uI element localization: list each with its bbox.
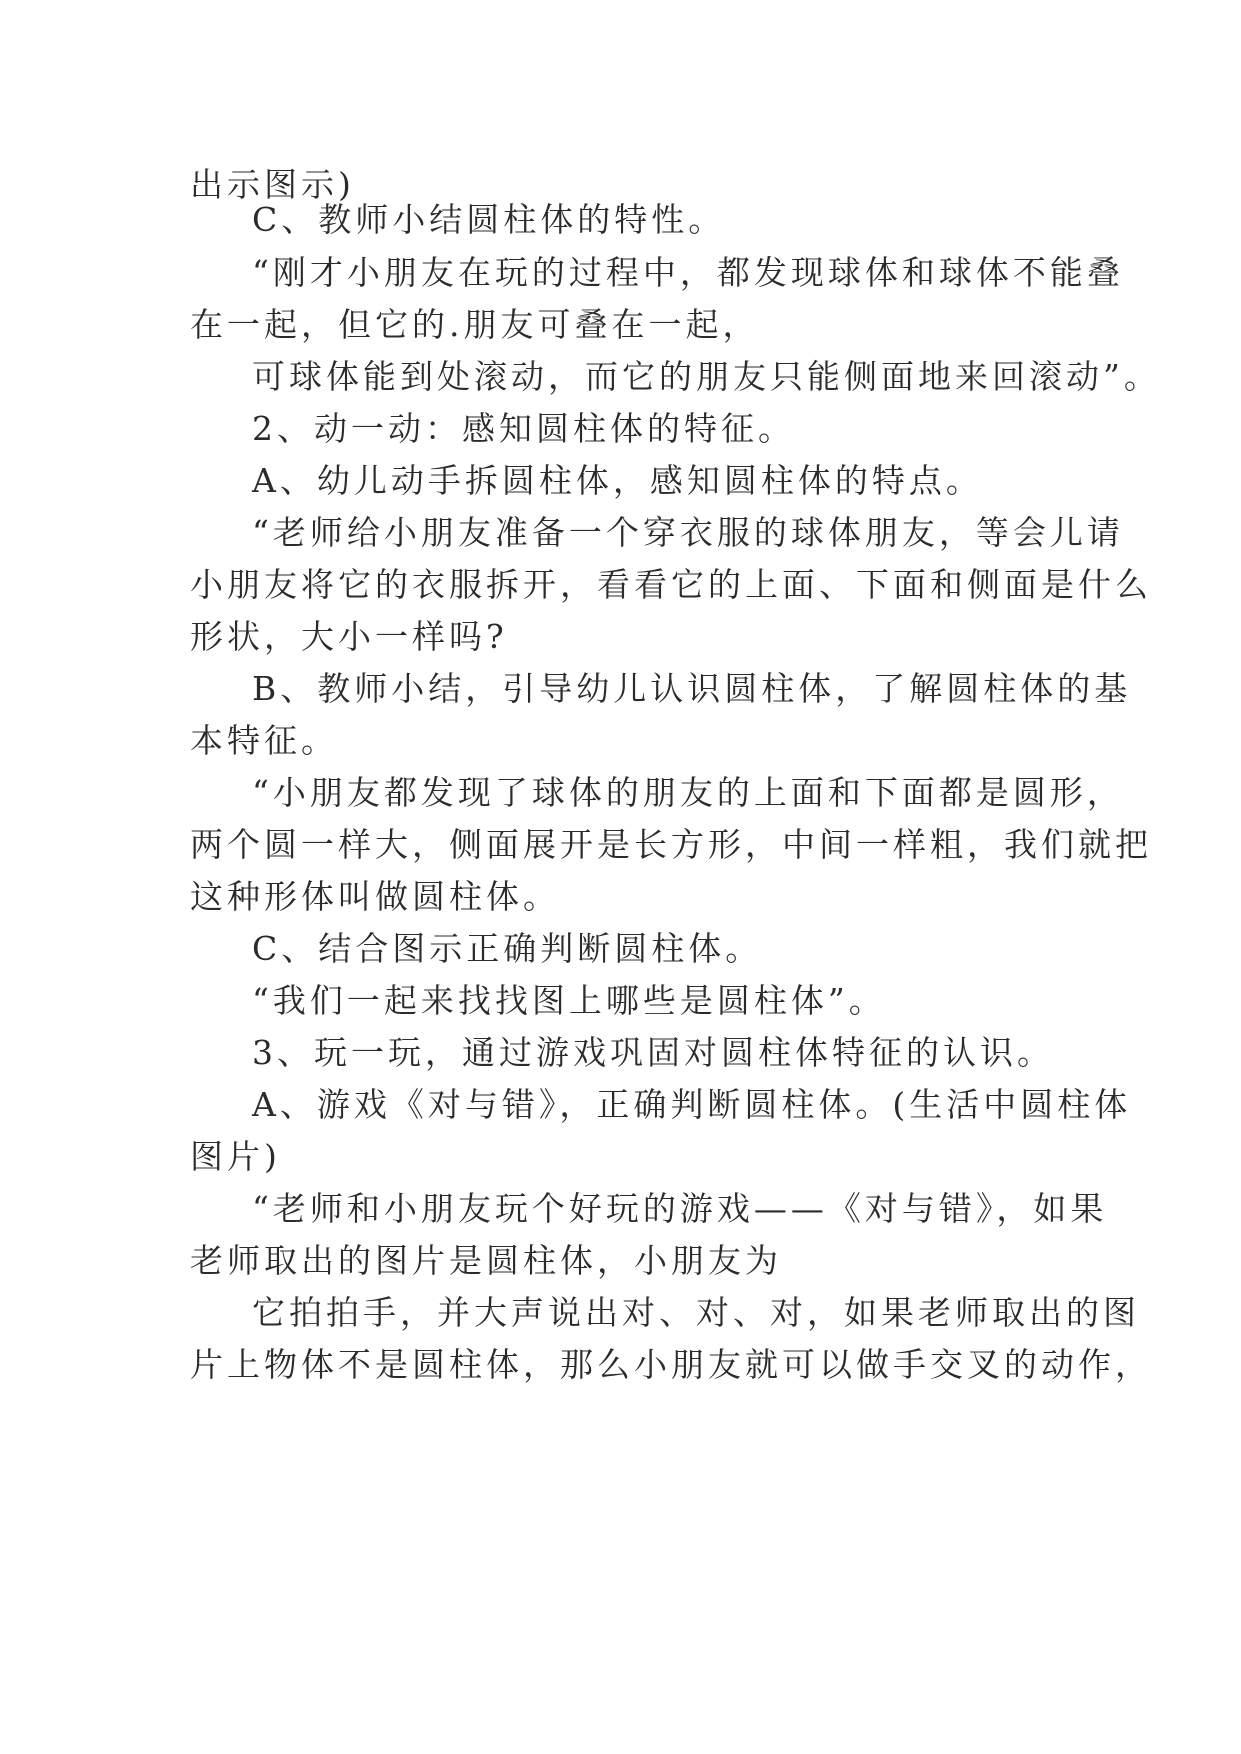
text-line: 片上物体不是圆柱体，那么小朋友就可以做手交叉的动作， [190,1345,1152,1384]
text-line: 它拍拍手，并大声说出对、对、对，如果老师取出的图 [252,1293,1140,1332]
text-line: 形状，大小一样吗? [190,617,508,656]
text-line: “刚才小朋友在玩的过程中，都发现球体和球体不能叠 [252,253,1124,292]
text-line: 两个圆一样大，侧面展开是长方形，中间一样粗，我们就把 [190,825,1152,864]
text-line: “老师和小朋友玩个好玩的游戏——《对与错》，如果 [252,1189,1108,1228]
text-line: 这种形体叫做圆柱体。 [190,877,560,916]
text-line: B、教师小结，引导幼儿认识圆柱体，了解圆柱体的基 [252,669,1132,708]
text-line: 可球体能到处滚动，而它的朋友只能侧面地来回滚动”。 [252,357,1161,396]
text-line: 3、玩一玩，通过游戏巩固对圆柱体特征的认识。 [252,1033,1054,1072]
text-line: “老师给小朋友准备一个穿衣服的球体朋友，等会儿请 [252,513,1124,552]
text-line: 出示图示) [190,165,355,204]
text-line: 在一起，但它的.朋友可叠在一起， [190,305,760,344]
text-line: C、教师小结圆柱体的特性。 [252,200,726,239]
text-line: 小朋友将它的衣服拆开，看看它的上面、下面和侧面是什么 [190,565,1152,604]
text-line: A、幼儿动手拆圆柱体，感知圆柱体的特点。 [252,461,983,500]
text-line: 老师取出的图片是圆柱体，小朋友为 [190,1241,782,1280]
text-line: C、结合图示正确判断圆柱体。 [252,929,763,968]
text-line: A、游戏《对与错》，正确判断圆柱体。(生活中圆柱体 [252,1085,1132,1124]
text-line: 本特征。 [190,721,338,760]
text-line: 图片) [190,1137,281,1176]
text-line: “我们一起来找找图上哪些是圆柱体”。 [252,981,886,1020]
text-line: 2、动一动：感知圆柱体的特征。 [252,409,795,448]
text-line: “小朋友都发现了球体的朋友的上面和下面都是圆形， [252,773,1124,812]
